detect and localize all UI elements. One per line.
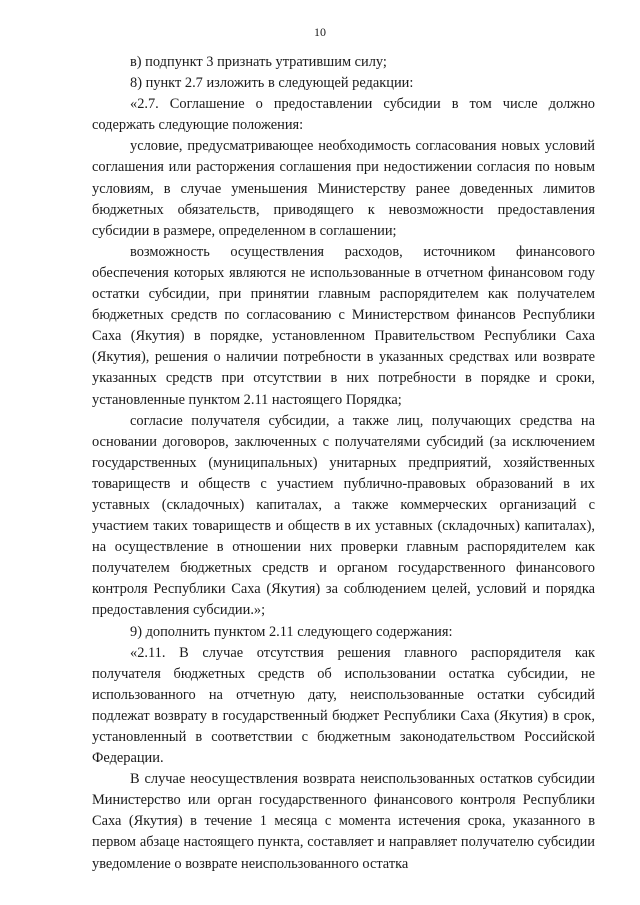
paragraph-item-8: 8) пункт 2.7 изложить в следующей редакции: (130, 75, 414, 92)
paragraph-consent: согласие получателя субсидии, а также лиц, получающих средства на основании договоров, заключенных с получателями субсидий (за исключением государственных (муниципальных) унитарных предприятий, хозяйственных товариществ и обществ с участием публично-правовых образований в их уставных (складочных) капиталах, а также коммерческих организаций с участием таких товариществ и обществ в их уставных (складочных) капиталах), на осуществление в отношении них проверки главным распорядителем как получателем бюджетных средств и органом государственного финансового контроля Республики Саха (Якутия) за соблюдением целей, условий и порядка предоставления субсидии.»; (92, 412, 595, 619)
paragraph-non-return: В случае неосуществления возврата неиспользованных остатков субсидии Министерство или орган государственного финансового контроля Республики Саха (Якутия) в течение 1 месяца с момента истечения срока, указанного в первом абзаце настоящего пункта, составляет и направляет получателю субсидии уведомление о возврате неиспользованного остатка (92, 771, 595, 872)
page-number: 10 (314, 25, 326, 39)
paragraph-clause-2-7: «2.7. Соглашение о предоставлении субсидии в том числе должно содержать следующие положения: (92, 96, 595, 134)
paragraph-subitem-v: в) подпункт 3 признать утратившим силу; (130, 54, 387, 70)
paragraph-item-9: 9) дополнить пунктом 2.11 следующего содержания: (130, 623, 453, 640)
paragraph-clause-2-11: «2.11. В случае отсутствия решения главного распорядителя как получателя бюджетных средств об использовании остатка субсидии, не использованного на отчетную дату, неиспользованные остатки субсидий подлежат возврату в государственный бюджет Республики Саха (Якутия) в срок, установленный в соответствии с бюджетным законодательством Российской Федерации. (92, 644, 595, 767)
paragraph-condition: условие, предусматривающее необходимость согласования новых условий соглашения или расторжения соглашения при недостижении согласия по новым условиям, в случае уменьшения Министерству ранее доведенных лимитов бюджетных обязательств, приводящего к невозможности предоставления субсидии в размере, определенном в соглашении; (92, 138, 595, 239)
paragraph-possibility: возможность осуществления расходов, источником финансового обеспечения которых являются не использованные в отчетном финансовом году остатки субсидии, при принятии главным распорядителем как получателем бюджетных средств по согласованию с Министерством финансов Республики Саха (Якутия) в порядке, установленном Правительством Республики Саха (Якутия), решения о наличии потребности в указанных средствах или возврате указанных средств при отсутствии в них потребности в порядке и сроки, установленные пунктом 2.11 настоящего Порядка; (92, 243, 595, 408)
document-body (92, 52, 595, 875)
